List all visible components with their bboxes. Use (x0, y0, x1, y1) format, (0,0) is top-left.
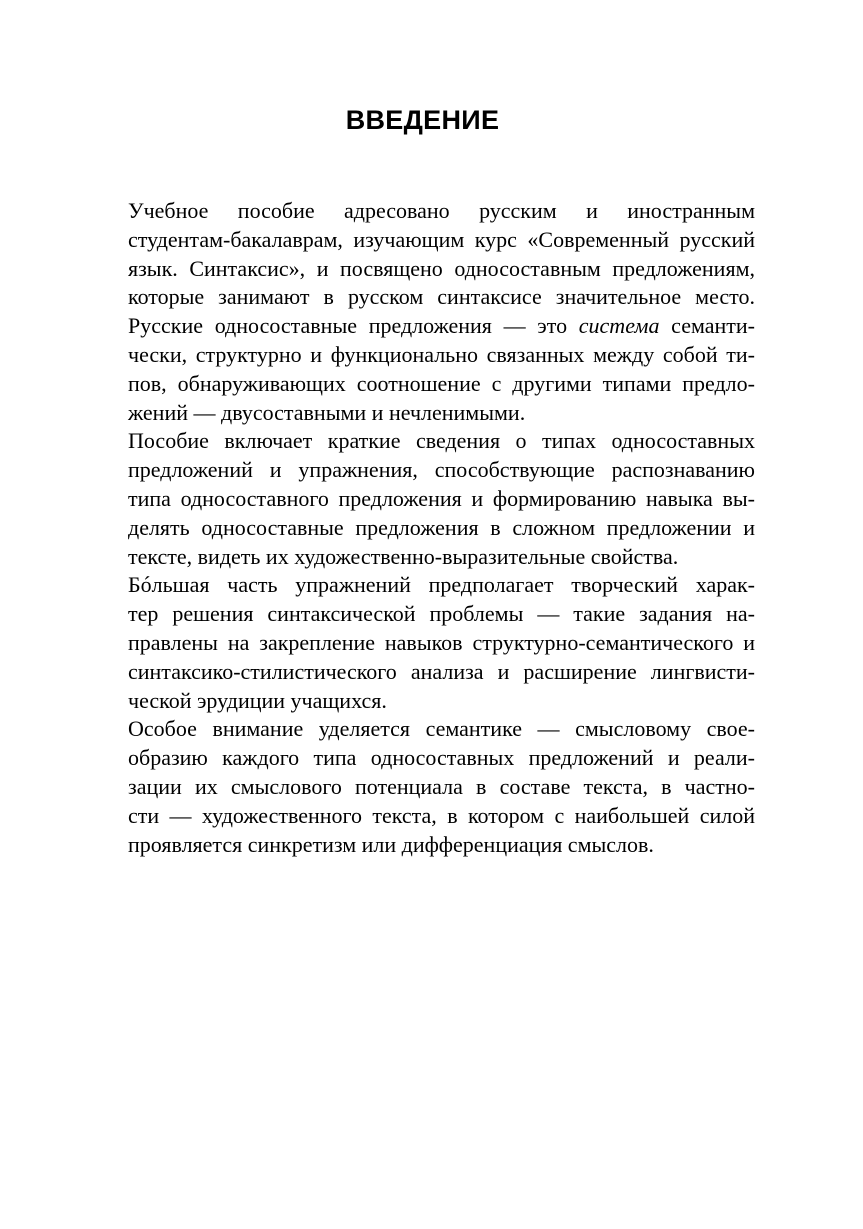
text-line: Бóльшая часть упражнений предполагает творческий харак- (128, 572, 755, 598)
text-segment: Русские односоставные предложения — это (128, 313, 579, 339)
text-line: синтаксико-стилистического анализа и расширение лингвисти- (128, 658, 755, 684)
text-line: тексте, видеть их художественно-выразительные свойства. (128, 543, 679, 569)
text-segment: семанти- (659, 313, 755, 339)
text-line: язык. Синтаксис», и посвящено односоставным предложениям, (128, 255, 755, 281)
text-line: зации их смыслового потенциала в составе текста, в частно- (128, 773, 755, 799)
text-line: правлены на закрепление навыков структурно-семантического и (128, 629, 755, 655)
paragraph-1 (91, 197, 755, 427)
body-text (91, 197, 755, 859)
text-line: Пособие включает краткие сведения о типах односоставных (128, 428, 755, 454)
text-line: образию каждого типа односоставных предложений и реали- (128, 745, 755, 771)
text-line: тер решения синтаксической проблемы — такие задания на- (128, 601, 755, 627)
text-line: пов, обнаруживающих соотношение с другими типами предло- (128, 370, 755, 396)
paragraph-2 (91, 427, 755, 571)
text-line: чески, структурно и функционально связанных между собой ти- (128, 341, 755, 367)
text-line: Особое внимание уделяется семантике — смысловому свое- (128, 716, 755, 742)
paragraph-3 (91, 571, 755, 715)
text-line: типа односоставного предложения и формированию навыка вы- (128, 485, 755, 511)
text-line: сти — художественного текста, в котором с наибольшей силой (128, 802, 755, 828)
text-line: предложений и упражнения, способствующие распознаванию (128, 457, 755, 483)
text-line: жений — двусоставными и нечленимыми. (128, 399, 526, 425)
text-line: проявляется синкретизм или дифференциация смыслов. (128, 831, 654, 857)
text-line-with-emphasis (91, 312, 755, 341)
text-line: студентам-бакалаврам, изучающим курс «Современный русский (128, 226, 755, 252)
page-title: ВВЕДЕНИЕ (345, 105, 500, 135)
text-line: которые занимают в русском синтаксисе значительное место. (128, 284, 755, 310)
paragraph-4 (91, 715, 755, 859)
emphasis-word: система (578, 313, 660, 339)
text-line: делять односоставные предложения в сложном предложении и (128, 514, 755, 540)
text-line: Учебное пособие адресовано русским и иностранным (128, 198, 755, 223)
text-line: ческой эрудиции учащихся. (128, 687, 387, 713)
